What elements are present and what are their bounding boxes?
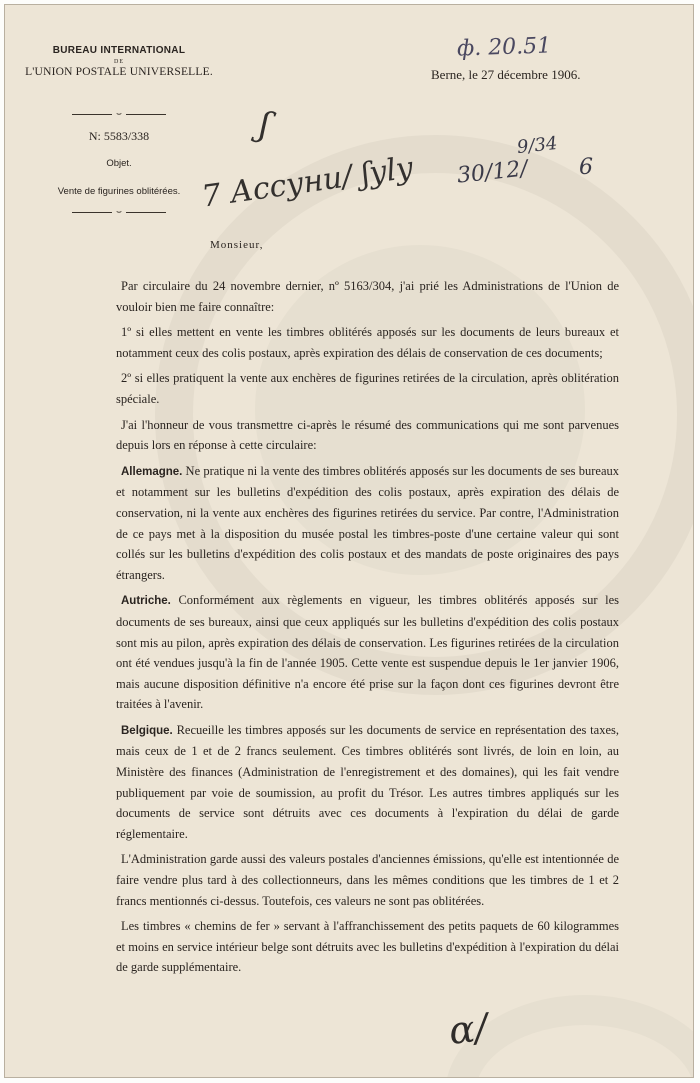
paragraph-text: L'Administration garde aussi des valeurs postales d'anciennes émissions, qu'elle est intentionnée de faire vendre plus tard à des collectionneurs, dans les mêmes conditions que les timbres de 1 et 2 francs mentionnés ci-dessus. Toutefois, ces valeurs ne sont pas oblitérées.: [116, 852, 619, 908]
salutation: Monsieur,: [210, 239, 264, 251]
country-keyword: Allemagne.: [121, 465, 183, 478]
handwritten-note-date: 30/12/: [455, 156, 529, 189]
country-keyword: Autriche.: [121, 595, 171, 608]
paragraph: [116, 415, 619, 456]
country-keyword: Belgique.: [121, 724, 173, 737]
paragraph-text: Par circulaire du 24 novembre dernier, nº 5163/304, j'ai prié les Administrations de l'Union de vouloir bien me faire connaître:: [116, 279, 619, 314]
paragraph-text: Ne pratique ni la vente des timbres oblitérés apposés sur les documents de ses bureaux et notamment sur les bulletins d'expédition des colis postaux, après expiration des délais de conservation, ni la vente aux enchères des figurines retirées du service. Par contre, l'Administration de ce pays met à la disposition du musée postal les timbres-poste d'une certaine valeur qui sont collés sur les bulletins d'expédition des colis postaux et des mandats de poste originaires des pays étrangers.: [116, 463, 619, 582]
letter-date: Berne, le 27 décembre 1906.: [431, 67, 581, 82]
letter-body: [116, 276, 619, 983]
paragraph-belgique: [116, 720, 619, 845]
reference-number: N: 5583/338: [88, 129, 150, 143]
paragraph-allemagne: [116, 461, 619, 586]
handwritten-archive-number: ф. 20.51: [456, 33, 552, 62]
handwritten-note-six: 6: [579, 155, 593, 180]
letterhead-bureau: BUREAU INTERNATIONAL: [52, 45, 186, 56]
paragraph-text: Recueille les timbres apposés sur les documents de service en représentation des taxes, mais ceux de 1 et de 2 francs seulement. Ces timbres oblitérés sont livrés, de loin en loin, au Ministère des finances (Administration de l'enregistrement et des domaines), qui les fait vendre publiquement par voie de soumission, au profit du Trésor. Les autres timbres appliqués sur les documents de service sont détruits avec ces documents à l'expiration du délai de garde réglementaire.: [116, 722, 619, 841]
ornament-divider-top: [19, 109, 219, 119]
handwritten-note-top: 9/34: [516, 132, 559, 159]
objet-text: Vente de figurines oblitérées.: [57, 186, 181, 197]
objet-label: Objet.: [106, 158, 132, 169]
ornament-glyph: ⌣: [116, 109, 122, 118]
paragraph: [116, 322, 619, 363]
letterhead-de: DE: [114, 59, 124, 65]
paragraph: [116, 849, 619, 911]
paragraph-autriche: [116, 590, 619, 715]
handwritten-signature: 7 Ассуни/ ʃyly: [199, 150, 416, 215]
paragraph-text: Conformément aux règlements en vigueur, les timbres oblitérés apposés sur les documents de ses bureaux, ainsi que ceux appliqués sur les bulletins d'expédition des colis postaux sont mis au pilon, après expiration des délais de conservation. Les figurines retirées de la circulation ont été vendues jusqu'à la fin de l'année 1905. Cette vente est suspendue depuis le 1er janvier 1906, mais aucune disposition définitive n'a encore été prise sur la façon dont ces figurines devront être traitées à l'avenir.: [116, 593, 619, 712]
letterhead-union: L'UNION POSTALE UNIVERSELLE.: [25, 66, 213, 78]
letter-page: [4, 4, 694, 1078]
handwritten-signature-stroke: ʃ: [256, 104, 273, 146]
ornament-divider-bottom: [19, 207, 219, 217]
paragraph: [116, 276, 619, 317]
paragraph-text: Les timbres « chemins de fer » servant à l'affranchissement des petits paquets de 60 kilogrammes et moins en service intérieur belge sont détruits avec les bulletins d'expédition à l'expiration du délai de garde supplémentaire.: [116, 919, 619, 975]
letterhead: [19, 45, 219, 78]
paragraph: [116, 368, 619, 409]
paragraph-text: J'ai l'honneur de vous transmettre ci-après le résumé des communications qui me sont parvenues depuis lors en réponse à cette circulaire:: [116, 417, 619, 453]
handwritten-bottom-mark: ɑ/: [446, 1005, 490, 1053]
ornament-glyph: ⌣: [116, 207, 122, 216]
paragraph: [116, 916, 619, 978]
paragraph-text: 2º si elles pratiquent la vente aux enchères de figurines retirées de la circulation, après oblitération spéciale.: [116, 371, 619, 406]
paragraph-text: 1º si elles mettent en vente les timbres oblitérés apposés sur les documents de leurs bureaux et notamment ceux des colis postaux, après expiration des délais de conservation de ces documents;: [116, 325, 619, 360]
